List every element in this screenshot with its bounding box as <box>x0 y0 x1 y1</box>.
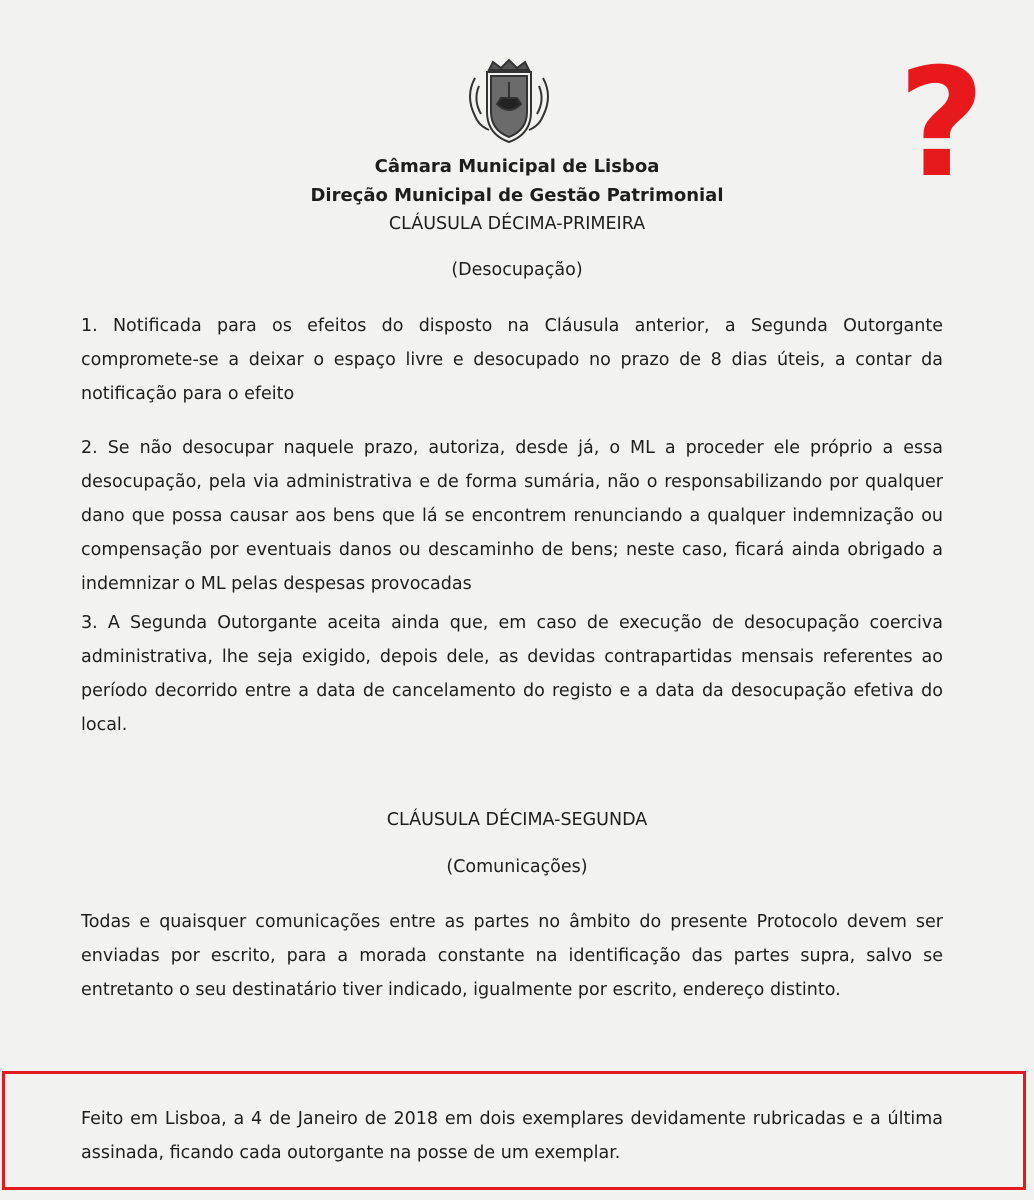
clause-11-paragraph-1: 1. Notificada para os efeitos do disposto na Cláusula anterior, a Segunda Outorgante compromete-se a deixar o espaço livre e desocupado no prazo de 8 dias úteis, a contar da notificação para o efeito <box>81 316 943 404</box>
clause-11-paragraph-3: 3. A Segunda Outorgante aceita ainda que, em caso de execução de desocupação coerciva administrativa, lhe seja exigido, depois dele, as devidas contrapartidas mensais referentes ao período decorrido entre a data de cancelamento do registo e a data da desocupação efetiva do local. <box>81 613 943 735</box>
clause-11-paragraph-2: 2. Se não desocupar naquele prazo, autoriza, desde já, o ML a proceder ele próprio a essa desocupação, pela via administrativa e de forma sumária, não o responsabilizando por qualquer dano que possa causar aos bens que lá se encontrem renunciando a qualquer indemnização ou compensação por eventuais danos ou descaminho de bens; neste caso, ficará ainda obrigado a indemnizar o ML pelas despesas provocadas <box>81 438 943 594</box>
clause-11-subtitle: (Desocupação) <box>451 260 583 280</box>
department-name: Direção Municipal de Gestão Patrimonial <box>310 185 724 206</box>
org-name: Câmara Municipal de Lisboa <box>374 156 660 177</box>
lisbon-coat-of-arms-icon <box>459 56 559 146</box>
red-question-mark: ? <box>898 37 986 211</box>
clause-12-title: CLÁUSULA DÉCIMA-SEGUNDA <box>386 810 648 830</box>
clause-12-subtitle: (Comunicações) <box>446 857 588 877</box>
closing-statement: Feito em Lisboa, a 4 de Janeiro de 2018 em dois exemplares devidamente rubricadas e a última assinada, ficando cada outorgante na posse de um exemplar. <box>81 1109 943 1163</box>
clause-11-title: CLÁUSULA DÉCIMA-PRIMEIRA <box>388 214 646 234</box>
clause-12-paragraph: Todas e quaisquer comunicações entre as partes no âmbito do presente Protocolo devem ser enviadas por escrito, para a morada constante na identificação das partes supra, salvo se entretanto o seu destinatário tiver indicado, igualmente por escrito, endereço distinto. <box>81 912 943 1000</box>
